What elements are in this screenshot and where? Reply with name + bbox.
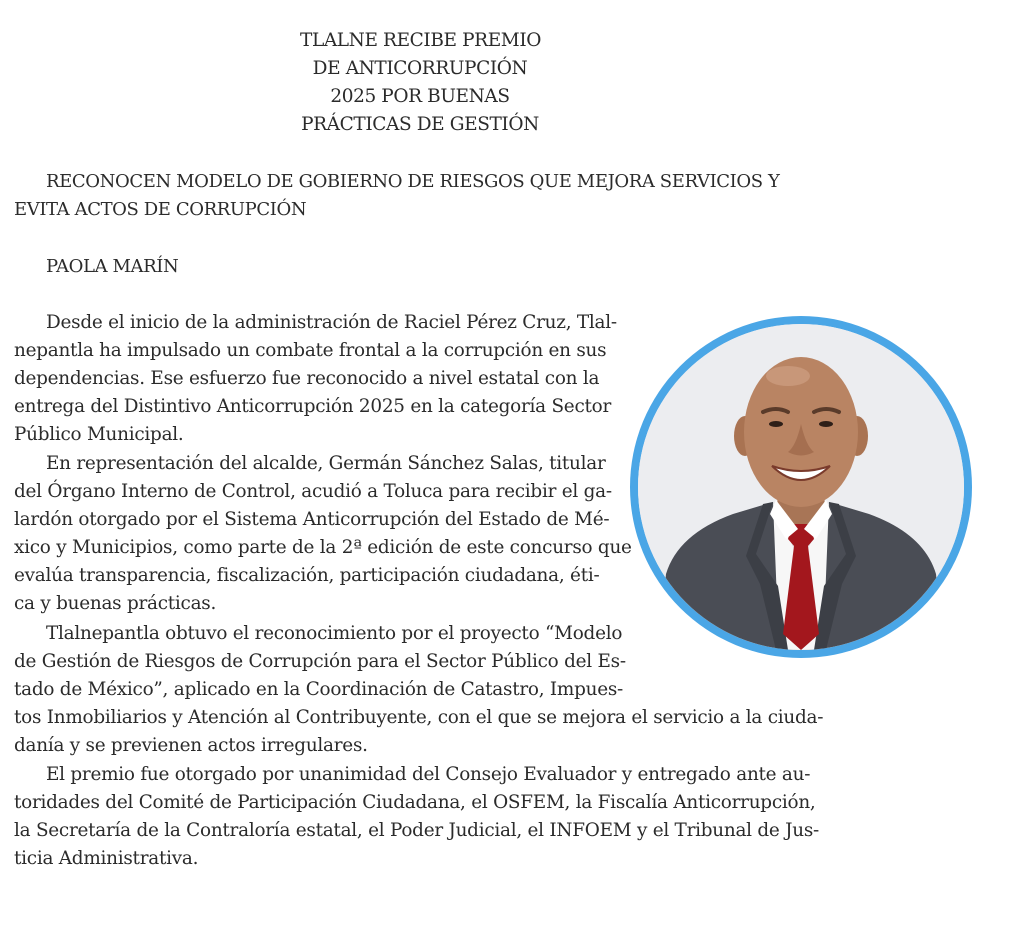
body-line: Desde el inicio de la administración de Raciel Pérez Cruz, Tlal- (46, 312, 617, 333)
body-line: del Órgano Interno de Control, acudió a Toluca para recibir el ga- (14, 481, 612, 502)
author-byline: PAOLA MARÍN (46, 256, 179, 277)
body-line: ca y buenas prácticas. (14, 593, 217, 614)
body-line: la Secretaría de la Contraloría estatal, el Poder Judicial, el INFOEM y el Tribunal de Jus- (14, 820, 820, 841)
body-line: toridades del Comité de Participación Ciudadana, el OSFEM, la Fiscalía Anticorrupción, (14, 792, 816, 813)
portrait-photo-frame (630, 316, 972, 658)
body-line: tado de México”, aplicado en la Coordinación de Catastro, Impues- (14, 679, 623, 700)
headline-line-2: DE ANTICORRUPCIÓN (312, 58, 528, 79)
body-line: El premio fue otorgado por unanimidad del Consejo Evaluador y entregado ante au- (46, 764, 811, 785)
body-line: ticia Administrativa. (14, 848, 199, 869)
body-line: xico y Municipios, como parte de la 2ª edición de este concurso que (14, 537, 632, 558)
headline-line-3: 2025 POR BUENAS (330, 86, 510, 107)
headline-line-1: TLALNE RECIBE PREMIO (300, 30, 542, 51)
headline-line-4: PRÁCTICAS DE GESTIÓN (301, 114, 539, 135)
body-line: En representación del alcalde, Germán Sánchez Salas, titular (46, 453, 606, 474)
portrait-photo (638, 324, 964, 650)
body-line: lardón otorgado por el Sistema Anticorrupción del Estado de Mé- (14, 509, 610, 530)
portrait-illustration (638, 324, 964, 650)
body-line: evalúa transparencia, fiscalización, participación ciudadana, éti- (14, 565, 600, 586)
body-line: Público Municipal. (14, 424, 184, 445)
body-line: Tlalnepantla obtuvo el reconocimiento por el proyecto “Modelo (46, 623, 623, 644)
body-line: dependencias. Ese esfuerzo fue reconocido a nivel estatal con la (14, 368, 600, 389)
body-line: de Gestión de Riesgos de Corrupción para el Sector Público del Es- (14, 651, 626, 672)
body-line: entrega del Distintivo Anticorrupción 2025 en la categoría Sector (14, 396, 611, 417)
body-line: tos Inmobiliarios y Atención al Contribuyente, con el que se mejora el servicio a la ciuda- (14, 707, 824, 728)
subtitle-line-2: EVITA ACTOS DE CORRUPCIÓN (14, 199, 307, 220)
body-line: nepantla ha impulsado un combate frontal a la corrupción en sus (14, 340, 607, 361)
subtitle-line-1: RECONOCEN MODELO DE GOBIERNO DE RIESGOS QUE MEJORA SERVICIOS Y (46, 171, 780, 192)
body-line: danía y se previenen actos irregulares. (14, 735, 368, 756)
